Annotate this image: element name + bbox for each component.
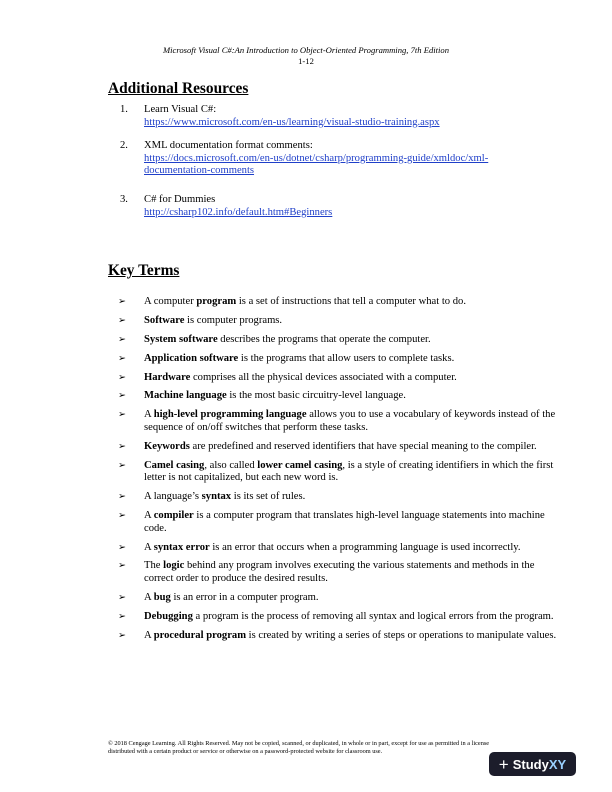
key-term-text: A computer: [144, 296, 197, 307]
key-term-text: is a set of instructions that tell a computer what to do.: [236, 296, 466, 307]
key-term: compiler: [153, 510, 194, 522]
key-term-text: A language’s: [144, 491, 202, 503]
key-term: Application software: [144, 352, 239, 364]
key-term-text: describes the programs that operate the computer.: [217, 333, 431, 345]
key-term-text: are predefined and reserved identifiers that have special meaning to the compiler.: [189, 440, 537, 452]
arrow-bullet-icon: ➢: [118, 371, 126, 383]
key-term-text: is the most basic circuitry-level language.: [226, 390, 406, 402]
studyxy-badge[interactable]: [489, 752, 576, 776]
brand-name: [513, 757, 566, 772]
arrow-bullet-icon: ➢: [118, 491, 126, 503]
copyright-notice: © 2018 Cengage Learning. All Rights Reserved. May not be copied, scanned, or duplicated, in whole or in part, except for use as permitted in a license distributed with a certain product or service or otherwise on a password-protected website for classroom use.: [108, 740, 490, 755]
key-term: high-level programming language: [153, 409, 307, 421]
key-term-text: A: [144, 510, 154, 522]
resource-title: Learn Visual C#:: [144, 104, 217, 115]
key-term-text: behind any program involves executing the various statements and methods in the correct order to produce the desired results.: [144, 560, 535, 585]
key-term: Debugging: [144, 610, 193, 622]
key-term-item: [118, 510, 558, 535]
arrow-bullet-icon: ➢: [118, 352, 126, 364]
key-term-text: A: [144, 409, 154, 421]
plus-icon: +: [498, 754, 509, 774]
key-term: System software: [144, 333, 218, 345]
key-term-text: is a computer program that translates high-level language statements into machine code.: [144, 510, 545, 534]
key-term-item: [118, 630, 558, 643]
key-term-item: [118, 296, 558, 309]
arrow-bullet-icon: ➢: [118, 390, 126, 402]
key-term-text: allows you to use a vocabulary of keywords instead of the sequence of on/off switches that perform these tasks.: [144, 409, 556, 433]
arrow-bullet-icon: ➢: [118, 440, 126, 452]
resource-link[interactable]: http://csharp102.info/default.htm#Beginners: [144, 206, 333, 218]
key-term: logic: [163, 560, 185, 572]
key-term: program: [196, 296, 237, 307]
key-term-text: comprises all the physical devices associated with a computer.: [190, 371, 457, 383]
arrow-bullet-icon: ➢: [118, 560, 126, 572]
key-term-item: [118, 491, 558, 504]
key-term-text: is created by writing a series of steps or operations to manipulate values.: [246, 629, 557, 641]
key-term: Camel casing: [144, 459, 205, 471]
key-term-text: , also called: [204, 459, 258, 471]
arrow-bullet-icon: ➢: [118, 510, 126, 522]
arrow-bullet-icon: ➢: [118, 296, 126, 307]
key-terms-list: [118, 296, 558, 649]
brand-accent: XY: [548, 756, 567, 772]
resource-number: 1.: [120, 104, 128, 115]
resource-title: C# for Dummies: [144, 194, 216, 205]
key-term: Keywords: [144, 440, 190, 452]
key-term-text: is its set of rules.: [231, 491, 306, 503]
key-term: lower camel casing: [257, 459, 343, 471]
key-term: syntax error: [153, 541, 210, 553]
key-term-item: [118, 560, 558, 585]
key-term: Hardware: [144, 371, 191, 383]
key-term-text: , is a style of creating identifiers in which the first letter is not capitalized, but each new word is.: [144, 459, 554, 484]
key-term: Software: [144, 314, 185, 326]
resource-title: XML documentation format comments:: [144, 140, 313, 151]
arrow-bullet-icon: ➢: [118, 610, 126, 622]
key-term-item: [118, 353, 558, 366]
key-term: syntax: [201, 491, 232, 503]
key-term-item: [118, 315, 558, 328]
key-term-text: is an error in a computer program.: [170, 591, 319, 603]
key-term-text: is an error that occurs when a programming language is used incorrectly.: [209, 541, 521, 553]
key-term-item: [118, 592, 558, 605]
key-term-text: A: [144, 591, 154, 603]
key-term-item: [118, 460, 558, 485]
arrow-bullet-icon: ➢: [118, 459, 126, 471]
key-term-item: [118, 390, 558, 403]
key-term-item: [118, 334, 558, 347]
key-term-text: is computer programs.: [184, 314, 283, 326]
arrow-bullet-icon: ➢: [118, 314, 126, 326]
arrow-bullet-icon: ➢: [118, 541, 126, 553]
arrow-bullet-icon: ➢: [118, 591, 126, 603]
additional-resources-heading: Additional Resources: [108, 80, 249, 97]
arrow-bullet-icon: ➢: [118, 333, 126, 345]
page-header: [0, 45, 612, 67]
book-title: Microsoft Visual C#:An Introduction to Object-Oriented Programming, 7th Edition: [162, 45, 450, 55]
key-term-item: [118, 542, 558, 555]
key-term-text: is the programs that allow users to complete tasks.: [238, 352, 455, 364]
key-terms-heading: Key Terms: [108, 262, 180, 279]
key-term-item: [118, 409, 558, 434]
resource-number: 3.: [120, 194, 128, 205]
brand-main: Study: [512, 756, 549, 772]
resource-link[interactable]: https://www.microsoft.com/en-us/learning/visual-studio-training.aspx: [144, 116, 440, 128]
key-term: bug: [153, 591, 171, 603]
key-term-item: [118, 372, 558, 385]
resource-link[interactable]: https://docs.microsoft.com/en-us/dotnet/csharp/programming-guide/xmldoc/xml-documentation-comments: [144, 152, 489, 177]
key-term-text: A: [144, 629, 154, 641]
arrow-bullet-icon: ➢: [118, 409, 126, 421]
arrow-bullet-icon: ➢: [118, 629, 126, 641]
key-term: Machine language: [144, 390, 227, 402]
page-number: 1-12: [298, 56, 314, 66]
key-term: procedural program: [153, 629, 247, 641]
key-term-item: [118, 441, 558, 454]
resource-number: 2.: [120, 140, 128, 151]
key-term-item: [118, 611, 558, 624]
key-term-text: A: [144, 541, 154, 553]
key-term-text: The: [144, 560, 164, 572]
key-term-text: a program is the process of removing all syntax and logical errors from the program.: [192, 610, 554, 622]
